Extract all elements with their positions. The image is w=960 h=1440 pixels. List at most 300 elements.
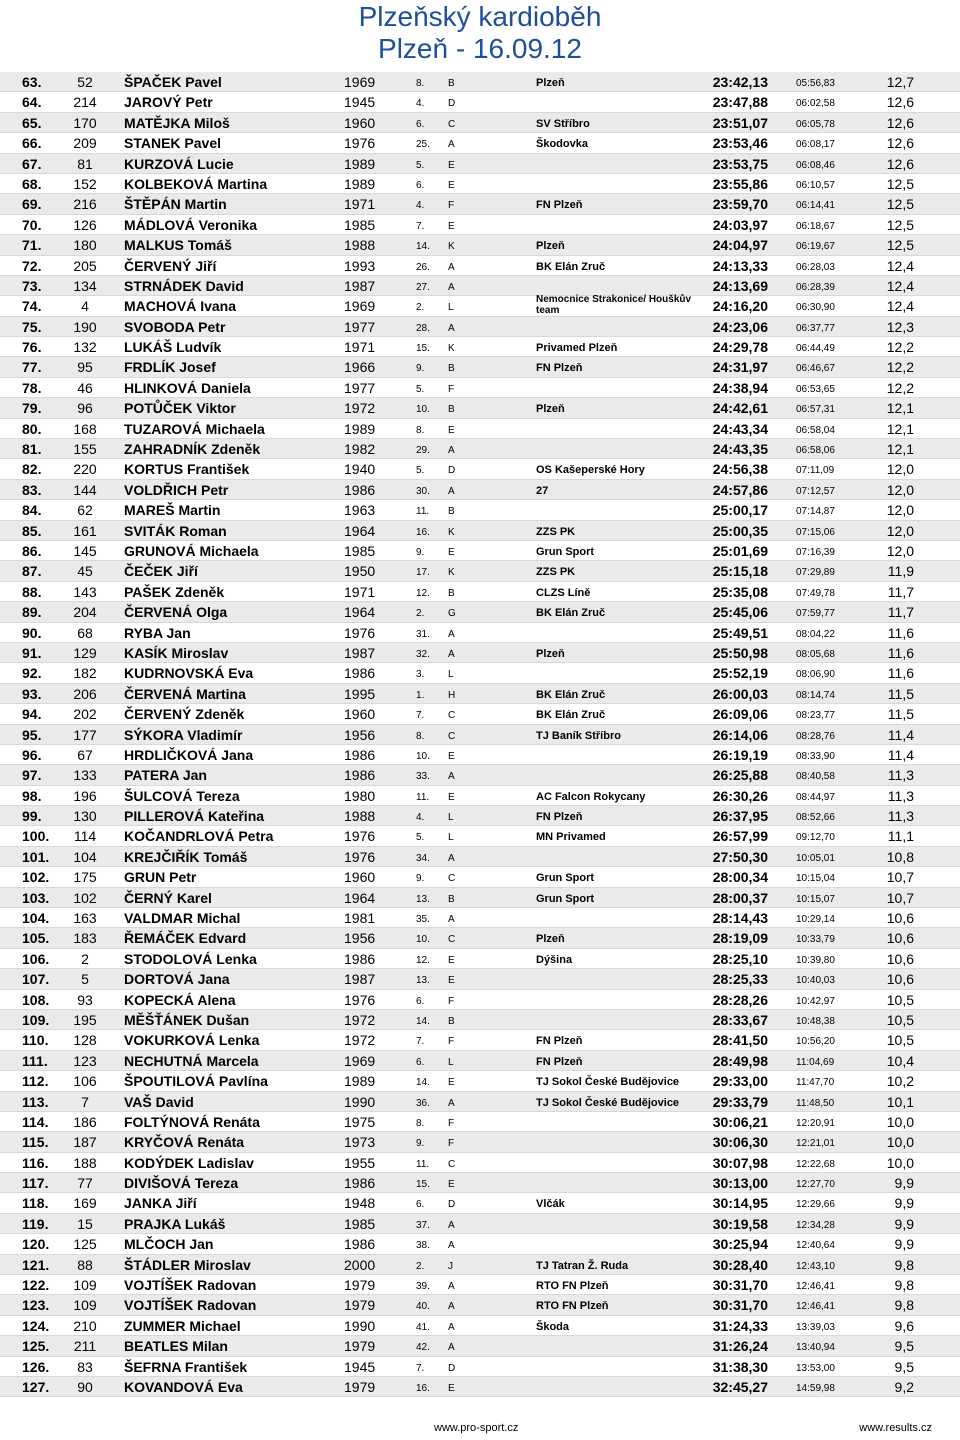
- category-cell: A: [448, 1219, 455, 1231]
- page-header: [0, 0, 960, 64]
- name-cell: KOVANDOVÁ Eva: [124, 1379, 243, 1395]
- bib-cell: 123: [73, 1052, 97, 1069]
- year-cell: 1979: [344, 1338, 376, 1355]
- rank-cell: 123.: [22, 1297, 50, 1314]
- speed-cell: 10,2: [886, 1073, 914, 1090]
- category-cell: F: [448, 1036, 455, 1048]
- club-cell: TJ Baník Stříbro: [536, 729, 621, 742]
- time-cell: 26:09,06: [712, 706, 768, 723]
- bib-cell: 211: [73, 1338, 97, 1355]
- table-row: [0, 1173, 960, 1193]
- category-cell: A: [448, 648, 455, 660]
- category-cell: E: [448, 546, 455, 558]
- table-row: [0, 1234, 960, 1254]
- bib-cell: 195: [73, 1011, 97, 1028]
- speed-cell: 9,9: [894, 1215, 914, 1232]
- table-row: [0, 154, 960, 174]
- page-subtitle: Plzeň - 16.09.12: [378, 33, 582, 64]
- name-cell: HRDLIČKOVÁ Jana: [124, 746, 254, 763]
- category-cell: A: [448, 139, 455, 151]
- pace-cell: 09:12,70: [796, 832, 835, 844]
- bib-cell: 133: [73, 767, 97, 784]
- time-cell: 23:53,75: [712, 155, 768, 172]
- year-cell: 1977: [344, 318, 376, 335]
- bib-cell: 216: [73, 196, 97, 213]
- category-position-cell: 11.: [416, 791, 430, 803]
- rank-cell: 85.: [22, 522, 42, 539]
- name-cell: PILLEROVÁ Kateřina: [124, 808, 265, 825]
- category-cell: A: [448, 1301, 455, 1313]
- club-cell: BK Elán Zruč: [536, 709, 606, 722]
- category-position-cell: 30.: [416, 485, 430, 497]
- rank-cell: 73.: [22, 277, 42, 294]
- table-row: [0, 1071, 960, 1091]
- club-cell: BK Elán Zruč: [536, 260, 606, 273]
- year-cell: 1990: [344, 1093, 376, 1110]
- rank-cell: 100.: [22, 828, 50, 845]
- time-cell: 28:25,33: [712, 971, 768, 988]
- category-cell: A: [448, 1342, 455, 1354]
- year-cell: 1981: [344, 910, 376, 927]
- name-cell: POTŮČEK Viktor: [124, 400, 236, 417]
- bib-cell: 125: [73, 1236, 97, 1253]
- year-cell: 1945: [344, 94, 376, 111]
- category-position-cell: 12.: [416, 954, 430, 966]
- time-cell: 25:52,19: [712, 665, 768, 682]
- table-row: [0, 1214, 960, 1234]
- speed-cell: 9,8: [894, 1277, 914, 1294]
- speed-cell: 12,7: [886, 74, 914, 90]
- pace-cell: 12:43,10: [796, 1260, 835, 1272]
- year-cell: 1977: [344, 379, 376, 396]
- table-row: [0, 1275, 960, 1295]
- pace-cell: 06:10,57: [796, 179, 835, 191]
- rank-cell: 95.: [22, 726, 42, 743]
- rank-cell: 72.: [22, 257, 42, 274]
- category-cell: C: [448, 934, 456, 946]
- name-cell: MACHOVÁ Ivana: [124, 298, 237, 315]
- bib-cell: 62: [77, 502, 93, 519]
- category-position-cell: 6.: [416, 995, 425, 1007]
- bib-cell: 106: [73, 1073, 97, 1090]
- bib-cell: 83: [77, 1358, 93, 1375]
- rank-cell: 118.: [22, 1195, 49, 1212]
- table-row: [0, 1295, 960, 1315]
- speed-cell: 9,6: [894, 1317, 914, 1334]
- time-cell: 24:43,35: [712, 441, 768, 458]
- pace-cell: 08:52,66: [796, 812, 835, 824]
- table-row: [0, 500, 960, 520]
- pace-cell: 12:22,68: [796, 1158, 835, 1170]
- name-cell: SÝKORA Vladimír: [124, 726, 243, 743]
- time-cell: 30:13,00: [712, 1175, 768, 1192]
- speed-cell: 12,3: [886, 318, 914, 335]
- table-row: [0, 296, 960, 316]
- bib-cell: 144: [73, 481, 97, 498]
- pace-cell: 08:44,97: [796, 791, 835, 803]
- pace-cell: 13:40,94: [796, 1342, 835, 1354]
- speed-cell: 10,7: [886, 889, 914, 906]
- table-row: [0, 1010, 960, 1030]
- category-cell: C: [448, 873, 456, 885]
- bib-cell: 170: [73, 114, 97, 131]
- speed-cell: 10,7: [886, 869, 914, 886]
- bib-cell: 204: [73, 604, 97, 621]
- table-row: [0, 174, 960, 194]
- speed-cell: 11,6: [887, 665, 914, 682]
- table-row: [0, 888, 960, 908]
- speed-cell: 12,0: [886, 522, 914, 539]
- speed-cell: 12,2: [886, 339, 914, 356]
- name-cell: JAROVÝ Petr: [124, 94, 213, 111]
- year-cell: 1976: [344, 828, 376, 845]
- category-position-cell: 9.: [416, 363, 425, 375]
- table-row: [0, 725, 960, 745]
- page-footer: [0, 1418, 960, 1438]
- club-cell: MN Privamed: [536, 831, 606, 844]
- year-cell: 1972: [344, 1032, 376, 1049]
- category-cell: E: [448, 954, 455, 966]
- category-position-cell: 6.: [416, 118, 425, 130]
- bib-cell: 109: [73, 1277, 97, 1294]
- year-cell: 1990: [344, 1317, 376, 1334]
- year-cell: 1989: [344, 420, 376, 437]
- year-cell: 1963: [344, 502, 376, 519]
- category-position-cell: 38.: [416, 1240, 430, 1252]
- speed-cell: 11,5: [887, 706, 914, 723]
- pace-cell: 13:53,00: [796, 1362, 835, 1374]
- time-cell: 26:19,19: [712, 746, 768, 763]
- category-cell: F: [448, 1138, 455, 1150]
- category-cell: A: [448, 261, 455, 273]
- pace-cell: 07:29,89: [796, 567, 835, 579]
- rank-cell: 68.: [22, 175, 42, 192]
- speed-cell: 10,5: [886, 1011, 914, 1028]
- speed-cell: 12,6: [886, 155, 914, 172]
- time-cell: 25:49,51: [712, 624, 768, 641]
- year-cell: 1979: [344, 1277, 376, 1294]
- year-cell: 1979: [344, 1297, 376, 1314]
- speed-cell: 10,5: [886, 991, 914, 1008]
- club-cell: FN Plzeň: [536, 1055, 583, 1068]
- time-cell: 24:38,94: [712, 379, 768, 396]
- category-cell: E: [448, 1179, 455, 1191]
- bib-cell: 175: [73, 869, 97, 886]
- bib-cell: 52: [77, 74, 93, 90]
- table-row: [0, 684, 960, 704]
- table-row: [0, 113, 960, 133]
- name-cell: KOČANDRLOVÁ Petra: [124, 828, 274, 845]
- rank-cell: 89.: [22, 604, 42, 621]
- footer-link-pro-sport[interactable]: www.pro-sport.cz: [434, 1422, 519, 1434]
- bib-cell: 104: [73, 848, 97, 865]
- category-cell: E: [448, 791, 455, 803]
- name-cell: ŠPAČEK Pavel: [124, 74, 222, 90]
- pace-cell: 07:12,57: [796, 485, 835, 497]
- category-cell: L: [448, 1056, 454, 1068]
- bib-cell: 129: [73, 644, 97, 661]
- rank-cell: 105.: [22, 930, 50, 947]
- speed-cell: 11,3: [887, 767, 914, 784]
- time-cell: 30:31,70: [712, 1277, 768, 1294]
- year-cell: 1987: [344, 644, 376, 661]
- name-cell: SVITÁK Roman: [124, 522, 227, 539]
- table-row: [0, 1030, 960, 1050]
- category-position-cell: 34.: [416, 852, 430, 864]
- year-cell: 1982: [344, 441, 376, 458]
- pace-cell: 06:08,46: [796, 159, 835, 171]
- name-cell: ŠTÁDLER Miroslav: [124, 1256, 251, 1273]
- category-position-cell: 39.: [416, 1281, 430, 1293]
- bib-cell: 128: [73, 1032, 97, 1049]
- rank-cell: 109.: [22, 1011, 50, 1028]
- time-cell: 26:14,06: [712, 726, 768, 743]
- category-cell: E: [448, 1077, 455, 1089]
- name-cell: MÁDLOVÁ Veronika: [124, 216, 258, 233]
- speed-cell: 11,9: [887, 563, 914, 580]
- year-cell: 1969: [344, 74, 376, 90]
- speed-cell: 12,2: [886, 379, 914, 396]
- category-cell: C: [448, 118, 456, 130]
- speed-cell: 9,5: [894, 1338, 914, 1355]
- pace-cell: 12:27,70: [796, 1179, 835, 1191]
- bib-cell: 196: [73, 787, 97, 804]
- rank-cell: 78.: [22, 379, 42, 396]
- category-cell: A: [448, 1097, 455, 1109]
- club-cell: 27: [536, 484, 549, 497]
- category-position-cell: 12.: [416, 587, 430, 599]
- table-row: [0, 1112, 960, 1132]
- table-row: [0, 826, 960, 846]
- category-position-cell: 42.: [416, 1342, 430, 1354]
- speed-cell: 9,9: [894, 1195, 914, 1212]
- club-cell: SV Stříbro: [536, 117, 590, 130]
- rank-cell: 63.: [22, 74, 42, 90]
- table-row: [0, 949, 960, 969]
- name-cell: STRNÁDEK David: [124, 277, 244, 294]
- category-position-cell: 10.: [416, 750, 430, 762]
- speed-cell: 9,8: [894, 1256, 914, 1273]
- year-cell: 1993: [344, 257, 376, 274]
- category-cell: A: [448, 628, 455, 640]
- category-cell: E: [448, 975, 455, 987]
- name-cell: VAŠ David: [124, 1093, 194, 1110]
- name-cell: KRYČOVÁ Renáta: [124, 1134, 245, 1151]
- table-row: [0, 133, 960, 153]
- rank-cell: 82.: [22, 461, 42, 478]
- year-cell: 1945: [344, 1358, 376, 1375]
- time-cell: 27:50,30: [712, 848, 768, 865]
- time-cell: 30:06,30: [712, 1134, 768, 1151]
- bib-cell: 134: [73, 277, 97, 294]
- rank-cell: 124.: [22, 1317, 50, 1334]
- time-cell: 26:25,88: [712, 767, 768, 784]
- speed-cell: 10,6: [886, 910, 914, 927]
- category-position-cell: 15.: [416, 1179, 430, 1191]
- pace-cell: 08:23,77: [796, 710, 835, 722]
- category-cell: F: [448, 383, 455, 395]
- time-cell: 25:35,08: [712, 583, 768, 600]
- rank-cell: 102.: [22, 869, 50, 886]
- club-cell: BK Elán Zruč: [536, 688, 606, 701]
- time-cell: 31:26,24: [712, 1338, 768, 1355]
- footer-link-results[interactable]: www.results.cz: [859, 1422, 932, 1434]
- table-row: [0, 541, 960, 561]
- pace-cell: 11:47,70: [796, 1077, 835, 1089]
- rank-cell: 106.: [22, 950, 50, 967]
- category-cell: H: [448, 689, 456, 701]
- speed-cell: 10,0: [886, 1134, 914, 1151]
- club-cell: Plzeň: [536, 240, 565, 253]
- club-cell: Škoda: [536, 1320, 570, 1333]
- bib-cell: 96: [77, 400, 93, 417]
- table-row: [0, 1357, 960, 1377]
- category-position-cell: 3.: [416, 669, 425, 681]
- rank-cell: 99.: [22, 808, 42, 825]
- name-cell: ČERNÝ Karel: [124, 889, 212, 906]
- speed-cell: 12,6: [886, 114, 914, 131]
- name-cell: MAREŠ Martin: [124, 502, 221, 519]
- category-cell: K: [448, 567, 455, 579]
- rank-cell: 92.: [22, 665, 42, 682]
- category-position-cell: 25.: [416, 139, 430, 151]
- year-cell: 1986: [344, 665, 376, 682]
- bib-cell: 88: [77, 1256, 93, 1273]
- rank-cell: 64.: [22, 94, 42, 111]
- table-row: [0, 704, 960, 724]
- category-position-cell: 14.: [416, 1015, 430, 1027]
- speed-cell: 9,9: [894, 1236, 914, 1253]
- time-cell: 28:25,10: [712, 950, 768, 967]
- rank-cell: 112.: [22, 1073, 49, 1090]
- year-cell: 1971: [344, 339, 376, 356]
- table-row: [0, 235, 960, 255]
- name-cell: DIVIŠOVÁ Tereza: [124, 1175, 239, 1192]
- club-cell: RTO FN Plzeň: [536, 1280, 609, 1293]
- table-row: [0, 256, 960, 276]
- rank-cell: 70.: [22, 216, 42, 233]
- category-position-cell: 2.: [416, 302, 425, 314]
- table-row: [0, 194, 960, 214]
- category-cell: B: [448, 1015, 455, 1027]
- pace-cell: 06:30,90: [796, 302, 835, 314]
- pace-cell: 11:04,69: [796, 1056, 835, 1068]
- category-cell: G: [448, 608, 456, 620]
- category-position-cell: 5.: [416, 383, 425, 395]
- name-cell: KORTUS František: [124, 461, 250, 478]
- category-position-cell: 10.: [416, 934, 430, 946]
- club-cell: FN Plzeň: [536, 199, 583, 212]
- year-cell: 1969: [344, 298, 376, 315]
- table-row: [0, 480, 960, 500]
- rank-cell: 126.: [22, 1358, 50, 1375]
- pace-cell: 10:05,01: [796, 852, 835, 864]
- category-position-cell: 40.: [416, 1301, 430, 1313]
- category-cell: A: [448, 1281, 455, 1293]
- category-position-cell: 41.: [416, 1321, 430, 1333]
- category-cell: D: [448, 1199, 456, 1211]
- time-cell: 24:23,06: [712, 318, 768, 335]
- rank-cell: 84.: [22, 502, 42, 519]
- speed-cell: 10,4: [886, 1052, 914, 1069]
- speed-cell: 12,5: [886, 196, 914, 213]
- year-cell: 1988: [344, 808, 376, 825]
- pace-cell: 08:04,22: [796, 628, 835, 640]
- rank-cell: 108.: [22, 991, 50, 1008]
- speed-cell: 10,0: [886, 1113, 914, 1130]
- speed-cell: 12,0: [886, 481, 914, 498]
- time-cell: 24:03,97: [712, 216, 768, 233]
- name-cell: ŠPOUTILOVÁ Pavlína: [124, 1073, 268, 1090]
- table-row: [0, 1092, 960, 1112]
- time-cell: 24:43,34: [712, 420, 768, 437]
- category-cell: B: [448, 78, 455, 89]
- category-position-cell: 7.: [416, 1036, 425, 1048]
- rank-cell: 119.: [22, 1215, 49, 1232]
- table-row: [0, 398, 960, 418]
- speed-cell: 12,5: [886, 237, 914, 254]
- year-cell: 1972: [344, 1011, 376, 1028]
- year-cell: 1995: [344, 685, 376, 702]
- rank-cell: 107.: [22, 971, 50, 988]
- speed-cell: 10,6: [886, 971, 914, 988]
- category-position-cell: 17.: [416, 567, 430, 579]
- bib-cell: 155: [73, 441, 97, 458]
- time-cell: 25:00,17: [712, 502, 768, 519]
- rank-cell: 71.: [22, 237, 42, 254]
- table-row: [0, 990, 960, 1010]
- bib-cell: 114: [73, 828, 97, 845]
- rank-cell: 80.: [22, 420, 42, 437]
- rank-cell: 114.: [22, 1113, 49, 1130]
- category-cell: F: [448, 200, 455, 212]
- year-cell: 1972: [344, 400, 376, 417]
- category-position-cell: 5.: [416, 159, 425, 171]
- name-cell: MĚŠŤÁNEK Dušan: [124, 1011, 250, 1028]
- name-cell: MLČOCH Jan: [124, 1236, 214, 1253]
- name-cell: FOLTÝNOVÁ Renáta: [124, 1113, 260, 1130]
- category-position-cell: 37.: [416, 1219, 430, 1231]
- club-cell: Plzeň: [536, 77, 565, 89]
- bib-cell: 7: [81, 1093, 89, 1110]
- pace-cell: 12:46,41: [796, 1281, 835, 1293]
- name-cell: TUZAROVÁ Michaela: [124, 420, 265, 437]
- table-row: [0, 1255, 960, 1275]
- bib-cell: 126: [73, 216, 97, 233]
- rank-cell: 125.: [22, 1338, 50, 1355]
- club-cell: Škodovka: [536, 138, 588, 151]
- bib-cell: 214: [73, 94, 97, 111]
- time-cell: 23:51,07: [712, 114, 768, 131]
- name-cell: DORTOVÁ Jana: [124, 971, 230, 988]
- club-cell: Grun Sport: [536, 892, 595, 905]
- bib-cell: 183: [73, 930, 97, 947]
- category-cell: D: [448, 1362, 456, 1374]
- rank-cell: 117.: [22, 1175, 49, 1192]
- pace-cell: 06:08,17: [796, 139, 835, 151]
- speed-cell: 9,5: [894, 1358, 914, 1375]
- category-position-cell: 5.: [416, 465, 425, 477]
- rank-cell: 69.: [22, 196, 42, 213]
- year-cell: 1960: [344, 706, 376, 723]
- club-cell: Grun Sport: [536, 872, 595, 885]
- name-cell: ČERVENÝ Zdeněk: [124, 706, 245, 723]
- bib-cell: 145: [73, 542, 97, 559]
- speed-cell: 10,0: [886, 1154, 914, 1171]
- bib-cell: 168: [73, 420, 97, 437]
- year-cell: 1987: [344, 277, 376, 294]
- category-position-cell: 7.: [416, 1362, 425, 1374]
